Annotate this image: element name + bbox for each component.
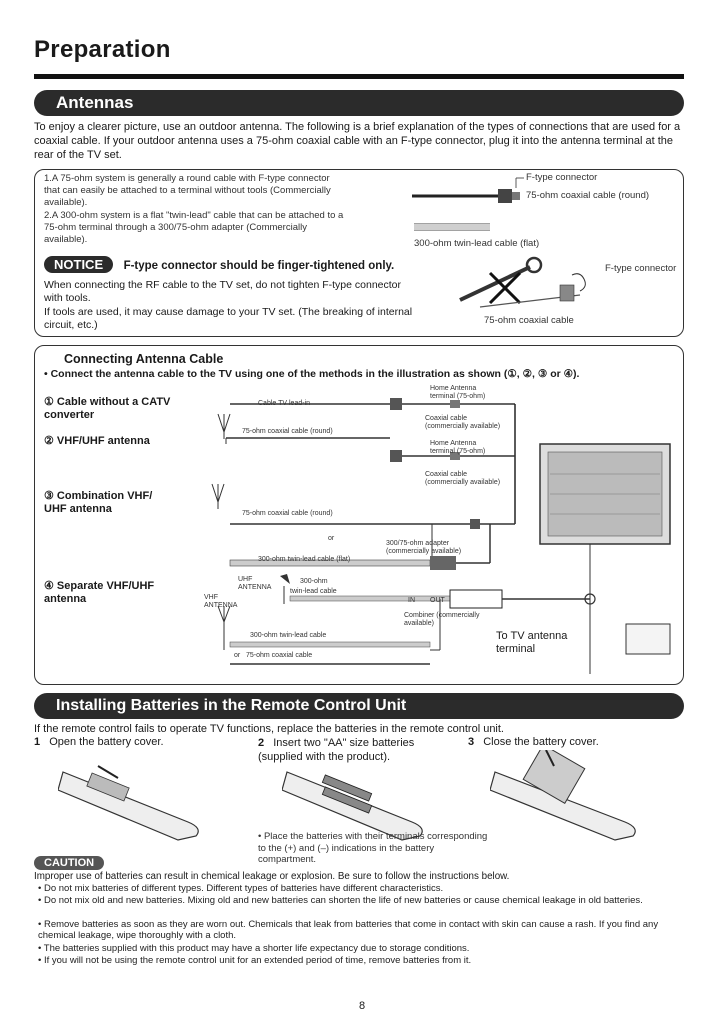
lbl-uhf-antenna: UHF ANTENNA <box>238 576 272 591</box>
step-1 <box>34 736 234 748</box>
notice-heading: F-type connector should be finger-tightened only. <box>123 260 395 272</box>
method-4: ④ Separate VHF/UHF antenna <box>44 580 155 605</box>
step-2 <box>258 736 448 764</box>
step-3-text: Close the battery cover. <box>483 736 599 748</box>
caution-intro: Improper use of batteries can result in chemical leakage or explosion. Be sure to follow the instructions below. <box>34 871 510 882</box>
page-number: 8 <box>358 1000 366 1012</box>
lbl-75ohm-coaxial: 75-ohm coaxial cable <box>246 652 313 659</box>
method-3: ③ Combination VHF/ UHF antenna <box>44 490 153 515</box>
remote-step-1-illustration <box>58 762 208 842</box>
step-2-text: Insert two "AA" size batteries (supplied with the product). <box>258 737 415 763</box>
title-rule <box>34 74 684 79</box>
lbl-combiner: Combiner (commercially available) <box>404 612 480 627</box>
lbl-adapter: 300/75-ohm adapter (commercially available) <box>386 540 462 555</box>
label-75ohm-round: 75-ohm coaxial cable (round) <box>526 190 650 201</box>
caution-bullet-2: • Do not mix old and new batteries. Mixing old and new batteries can shorten the life of new batteries or cause chemical leakage in old batteries. <box>38 895 643 906</box>
lbl-75ohm-round-1: 75-ohm coaxial cable (round) <box>242 428 333 435</box>
lbl-home-antenna-terminal-2: Home Antenna terminal (75-ohm) <box>430 440 486 455</box>
lbl-coaxial-cable-2: Coaxial cable (commercially available) <box>425 471 501 486</box>
batteries-intro: If the remote control fails to operate TV functions, replace the batteries in the remote control unit. <box>34 723 504 735</box>
antennas-intro: To enjoy a clearer picture, use an outdoor antenna. The following is a brief explanation of the types of connections that are used for a coaxial cable. If your outdoor antenna uses a 75-ohm coaxial cable with an F-type connector, plug it into the antenna terminal at the rear of the TV set. <box>34 121 681 161</box>
step-1-number: 1 <box>34 736 41 748</box>
notice-text-2: If tools are used, it may cause damage to your TV set. (The breaking of internal circuit, etc.) <box>44 306 413 331</box>
notice-badge: NOTICE <box>44 256 113 273</box>
antenna-item-1: 1.A 75-ohm system is generally a round cable with F-type connector that can easily be attached to a terminal without tools (Commercially available). <box>44 173 331 208</box>
caution-bullet-4: • The batteries supplied with this product may have a shorter life expectancy due to storage conditions. <box>38 943 470 954</box>
lbl-vhf-antenna: VHF ANTENNA <box>204 594 238 609</box>
lbl-in: IN <box>408 597 415 604</box>
lbl-300ohm-flat: 300-ohm twin-lead cable (flat) <box>258 556 351 563</box>
label-300ohm-flat: 300-ohm twin-lead cable (flat) <box>414 238 540 249</box>
label-ftype-connector: F-type connector <box>526 172 598 183</box>
step-3 <box>468 736 678 748</box>
step-3-number: 3 <box>468 736 475 748</box>
lbl-twin-lead: twin-lead cable <box>290 588 337 595</box>
notice-text-1: When connecting the RF cable to the TV set, do not tighten F-type connector with tools. <box>44 279 402 304</box>
notice-label-ftype: F-type connector <box>605 263 677 274</box>
connecting-heading: Connecting Antenna Cable <box>64 352 224 366</box>
lbl-out: OUT <box>430 597 445 604</box>
caution-bullet-3: • Remove batteries as soon as they are worn out. Chemicals that leak from batteries that come in contact with skin can cause a rash. If you find any chemical leakage, wipe thoroughly with a cloth. <box>38 919 659 941</box>
method-1: ① Cable without a CATV converter <box>44 396 171 421</box>
antenna-item-2: 2.A 300-ohm system is a flat "twin-lead" cable that can be attached to a 75-ohm terminal through a 300/75-ohm adapter (Commercially available). <box>44 210 344 245</box>
method-2: ② VHF/UHF antenna <box>44 435 150 447</box>
lbl-300ohm-twin-lead-cable: 300-ohm twin-lead cable <box>250 632 327 639</box>
remote-step-2-illustration <box>282 762 432 842</box>
batteries-banner: Installing Batteries in the Remote Control Unit <box>34 693 684 719</box>
place-note: • Place the batteries with their terminals corresponding to the (+) and (–) indications in the battery compartment. <box>258 831 488 865</box>
lbl-home-antenna-terminal-1: Home Antenna terminal (75-ohm) <box>430 385 486 400</box>
lbl-75ohm-round-2: 75-ohm coaxial cable (round) <box>242 510 333 517</box>
notice-label-75ohm: 75-ohm coaxial cable <box>484 315 574 326</box>
lbl-300ohm: 300-ohm <box>300 578 328 585</box>
remote-step-3-illustration <box>490 750 650 842</box>
connecting-instruction: • Connect the antenna cable to the TV using one of the methods in the illustration as shown (①, ②, ③ or ④). <box>44 368 580 380</box>
lbl-coaxial-cable-1: Coaxial cable (commercially available) <box>425 415 501 430</box>
lbl-or-1: or <box>328 535 335 542</box>
lbl-cable-tv-lead-in: Cable TV lead-in <box>258 400 311 407</box>
caution-badge: CAUTION <box>34 856 104 870</box>
caution-bullet-1: • Do not mix batteries of different types. Different types of batteries have different characteristics. <box>38 883 444 894</box>
notice-heading-row <box>44 256 424 274</box>
lbl-or-2: or <box>234 652 241 659</box>
page-title: Preparation <box>34 36 171 63</box>
wrench-prohibited-icon <box>450 255 600 315</box>
caution-bullet-5: • If you will not be using the remote control unit for an extended period of time, remove batteries from it. <box>38 955 472 966</box>
step-2-number: 2 <box>258 737 265 749</box>
lbl-to-tv: To TV antenna terminal <box>496 630 568 655</box>
antennas-banner: Antennas <box>34 90 684 116</box>
step-1-text: Open the battery cover. <box>49 736 164 748</box>
